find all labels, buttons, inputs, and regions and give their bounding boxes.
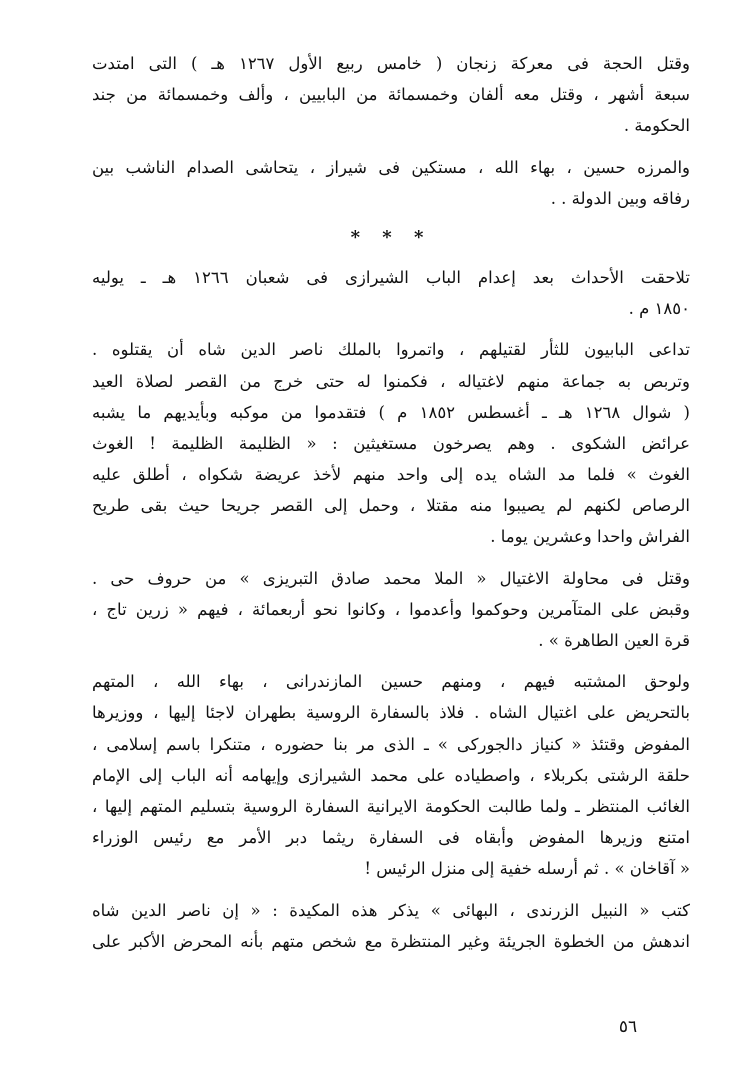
text-line: والمرزه حسين ، بهاء الله ، مستكين فى شيراز ، يتحاشى الصدام الناشب بين xyxy=(92,157,690,177)
text-line: وقبض على المتآمرين وحوكموا وأعدموا ، وكانوا نحو أربعمائة ، فيهم « زرين تاج ، xyxy=(92,599,690,619)
paragraph-assassination-attempt xyxy=(92,334,690,552)
text-line: سبعة أشهر ، وقتل معه ألفان وخمسمائة من البابيين ، وألف وخمسمائة من جند xyxy=(92,85,690,105)
text-line: كتب « النبيل الزرندى ، البهائى » يذكر هذه المكيدة : « إن ناصر الدين شاه xyxy=(92,900,690,920)
paragraph-nabil-zarandi xyxy=(92,895,690,957)
body-text xyxy=(92,48,690,957)
text-line: قرة العين الطاهرة » . xyxy=(538,631,690,650)
text-line: وتربص به جماعة منهم لاغتياله ، فكمنوا له حتى خرج من القصر لصلاة العيد xyxy=(92,371,690,391)
section-divider: * * * xyxy=(350,226,432,248)
text-line: الغائب المنتظر ـ ولما طالبت الحكومة الايرانية السفارة الروسية بتسليم المتهم إليها ، xyxy=(92,796,690,816)
text-line: الغوث » فلما مد الشاه يده إلى واحد منهم لأخذ عريضة شكواه ، أطلق عليه xyxy=(92,465,690,485)
text-line: الحكومة . xyxy=(623,116,690,136)
text-line: ( شوال ١٢٦٨ هـ ـ أغسطس ١٨٥٢ م ) فتقدموا من موكبه وبأيديهم ما يشبه xyxy=(92,402,690,422)
text-line: « آقاخان » . ثم أرسله خفية إلى منزل الرئيس ! xyxy=(364,859,690,879)
paragraph-zanjan xyxy=(92,48,690,142)
text-line: بالتحريض على اغتيال الشاه . فلاذ بالسفارة الروسية بطهران لاجئا إليها ، ووزيرها xyxy=(92,703,690,723)
paragraph-executions xyxy=(92,563,690,657)
text-line: تلاحقت الأحداث بعد إعدام الباب الشيرازى فى شعبان ١٢٦٦ هـ ـ يوليه xyxy=(92,267,690,287)
text-line: الفراش واحدا وعشرين يوما . xyxy=(490,527,690,547)
text-line: ولوحق المشتبه فيهم ، ومنهم حسين المازندرانى ، بهاء الله ، المتهم xyxy=(92,672,690,692)
text-line: وقتل فى محاولة الاغتيال « الملا محمد صادق التبريزى » من حروف حى . xyxy=(92,568,690,588)
text-line: تداعى البابيون للثأر لقتيلهم ، واتمروا بالملك ناصر الدين شاه أن يقتلوه . xyxy=(92,340,690,360)
text-line: المفوض وقتئذ « كنياز دالجوركى » ـ الذى مر بنا حضوره ، متنكرا باسم إسلامى ، xyxy=(92,734,690,754)
text-line: امتنع وزيرها المفوض وأبقاه فى السفارة ريثما دبر الأمر مع رئيس الوزراء xyxy=(92,828,690,848)
text-line: اندهش من الخطوة الجريئة وغير المنتظرة مع شخص متهم بأنه المحرض الأكبر على xyxy=(92,931,690,951)
text-line: حلقة الرشتى بكربلاء ، واصطياده على محمد الشيرازى وإيهامه أنه الباب إلى الإمام xyxy=(92,765,690,785)
text-line: عرائض الشكوى . وهم يصرخون مستغيثين : « الظليمة الظليمة ! الغوث xyxy=(92,433,690,453)
text-line: وقتل الحجة فى معركة زنجان ( خامس ربيع الأول ١٢٦٧ هـ ) التى امتدت xyxy=(92,54,690,73)
paragraph-russian-embassy xyxy=(92,666,690,884)
paragraph-events xyxy=(92,262,690,324)
page-number: ٥٦ xyxy=(618,1017,638,1037)
paragraph-mirza-husayn xyxy=(92,152,690,214)
text-line: ١٨٥٠ م . xyxy=(628,299,690,319)
text-line: الرصاص لكنهم لم يصيبوا منه مقتلا ، وحمل إلى القصر جريحا حيث بقى طريح xyxy=(92,496,690,516)
text-line: رفاقه وبين الدولة . . xyxy=(550,188,690,208)
